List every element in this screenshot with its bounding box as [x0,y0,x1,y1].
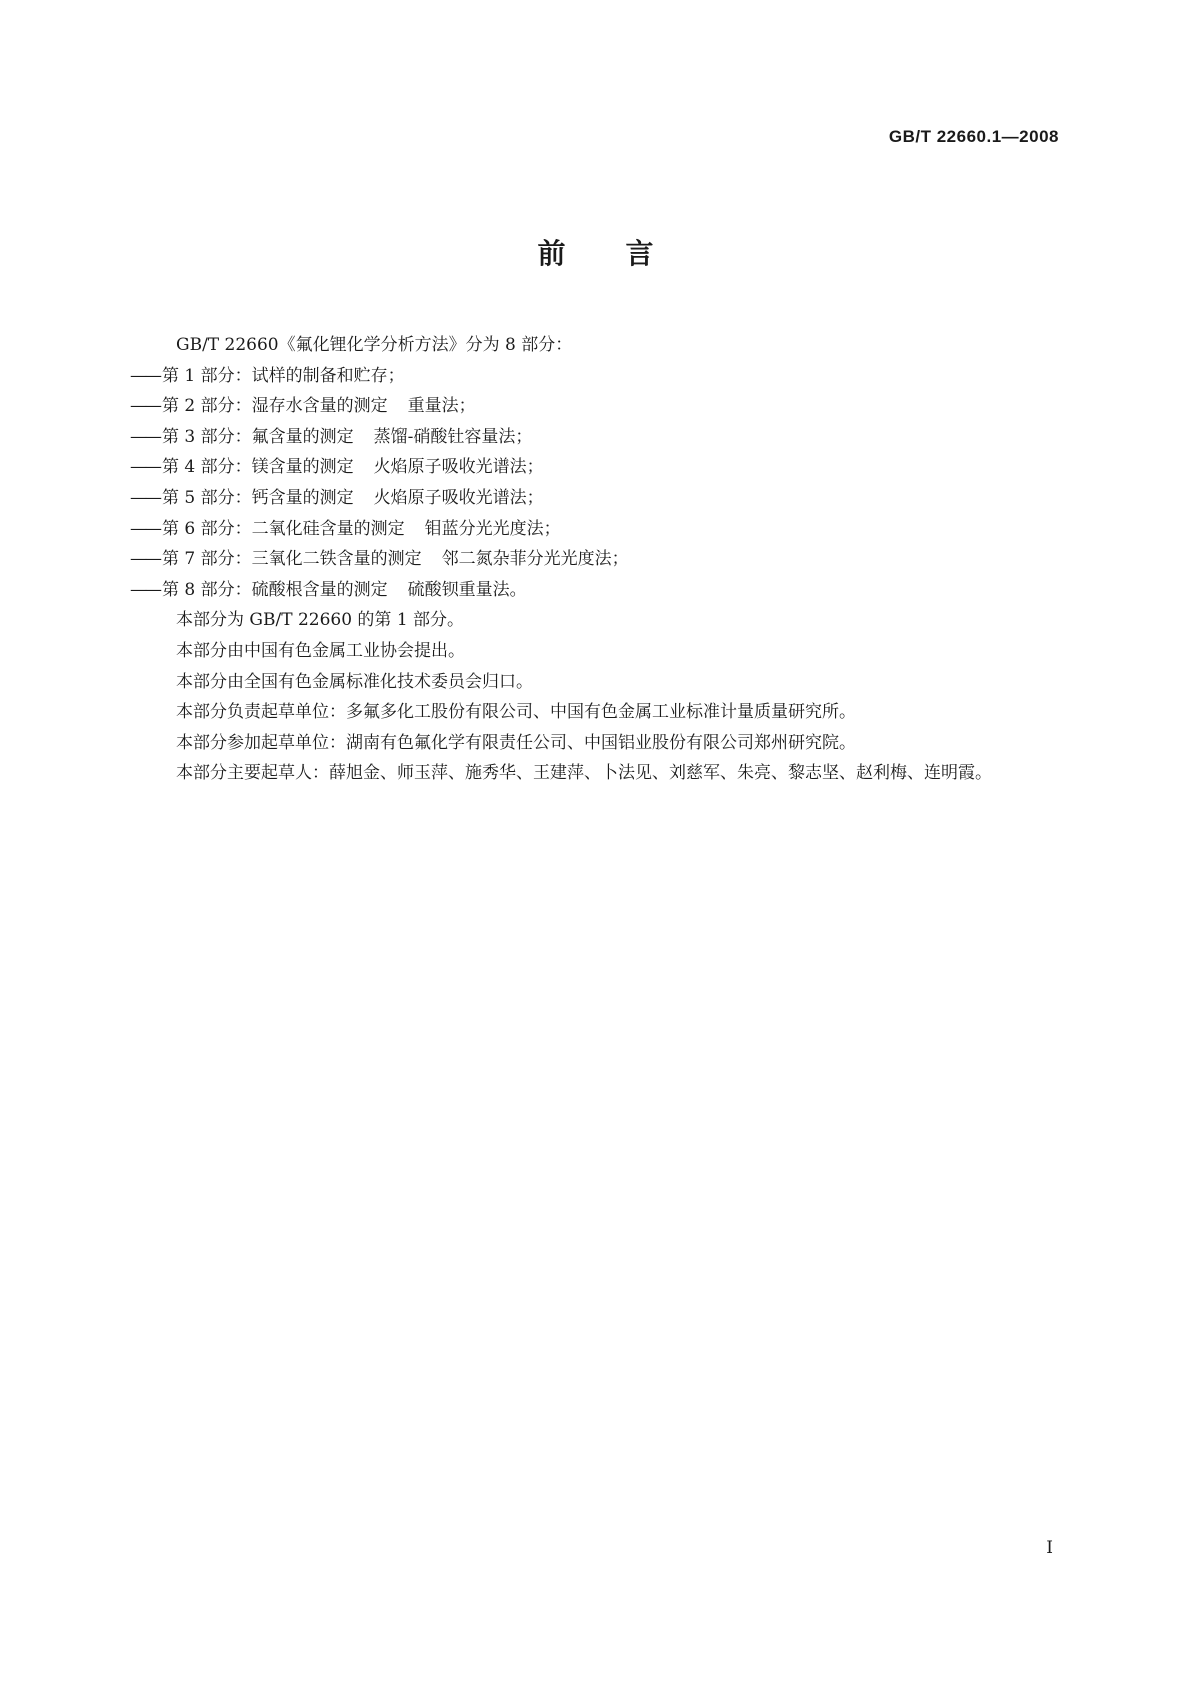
part-name: 第 1 部分：试样的制备和贮存； [162,365,405,386]
part-name: 第 3 部分：氟含量的测定 [162,426,354,447]
part-item [130,391,1060,422]
list-dash: —— [130,549,160,570]
statement-paragraph: 本部分负责起草单位：多氟多化工股份有限公司、中国有色金属工业标准计量质量研究所。 [176,702,856,723]
page-title: 前言 [537,237,714,270]
part-method: 钼蓝分光光度法； [424,518,561,539]
part-name: 第 2 部分：湿存水含量的测定 [162,396,388,417]
part-item [130,361,1060,392]
part-name: 第 7 部分：三氧化二铁含量的测定 [162,549,422,570]
part-item [130,544,1060,575]
part-name: 第 5 部分：钙含量的测定 [162,487,354,508]
list-dash: —— [130,487,160,508]
list-dash: —— [130,579,160,600]
page-number: I [1046,1538,1053,1558]
part-name: 第 6 部分：二氧化硅含量的测定 [162,518,405,539]
statement-paragraph: 本部分由全国有色金属标准化技术委员会归口。 [176,671,533,692]
list-dash: —— [130,457,160,478]
foreword-body [130,330,1060,789]
drafters-paragraph: 本部分主要起草人：薛旭金、师玉萍、施秀华、王建萍、卜法见、刘慈军、朱亮、黎志坚、赵利梅、连明霞。 [176,763,992,784]
part-method: 火焰原子吸收光谱法； [373,457,544,478]
part-item [130,452,1060,483]
part-name: 第 8 部分：硫酸根含量的测定 [162,579,388,600]
part-method: 蒸馏-硝酸钍容量法； [373,426,533,447]
part-method: 火焰原子吸收光谱法； [373,487,544,508]
part-method: 重量法； [407,396,476,417]
part-method: 硫酸钡重量法。 [407,579,527,600]
list-dash: —— [130,365,160,386]
statement-paragraph: 本部分由中国有色金属工业协会提出。 [176,640,465,661]
list-dash: —— [130,518,160,539]
statement-paragraph: 本部分参加起草单位：湖南有色氟化学有限责任公司、中国铝业股份有限公司郑州研究院。 [176,732,856,753]
part-item [130,575,1060,606]
part-item [130,422,1060,453]
part-name: 第 4 部分：镁含量的测定 [162,457,354,478]
part-item [130,483,1060,514]
standard-code: GB/T 22660.1—2008 [888,127,1059,146]
intro-paragraph: GB/T 22660《氟化锂化学分析方法》分为 8 部分： [176,335,573,355]
statement-paragraph: 本部分为 GB/T 22660 的第 1 部分。 [176,610,465,631]
part-item [130,514,1060,545]
part-method: 邻二氮杂菲分光光度法； [441,549,629,570]
list-dash: —— [130,426,160,447]
list-dash: —— [130,396,160,417]
